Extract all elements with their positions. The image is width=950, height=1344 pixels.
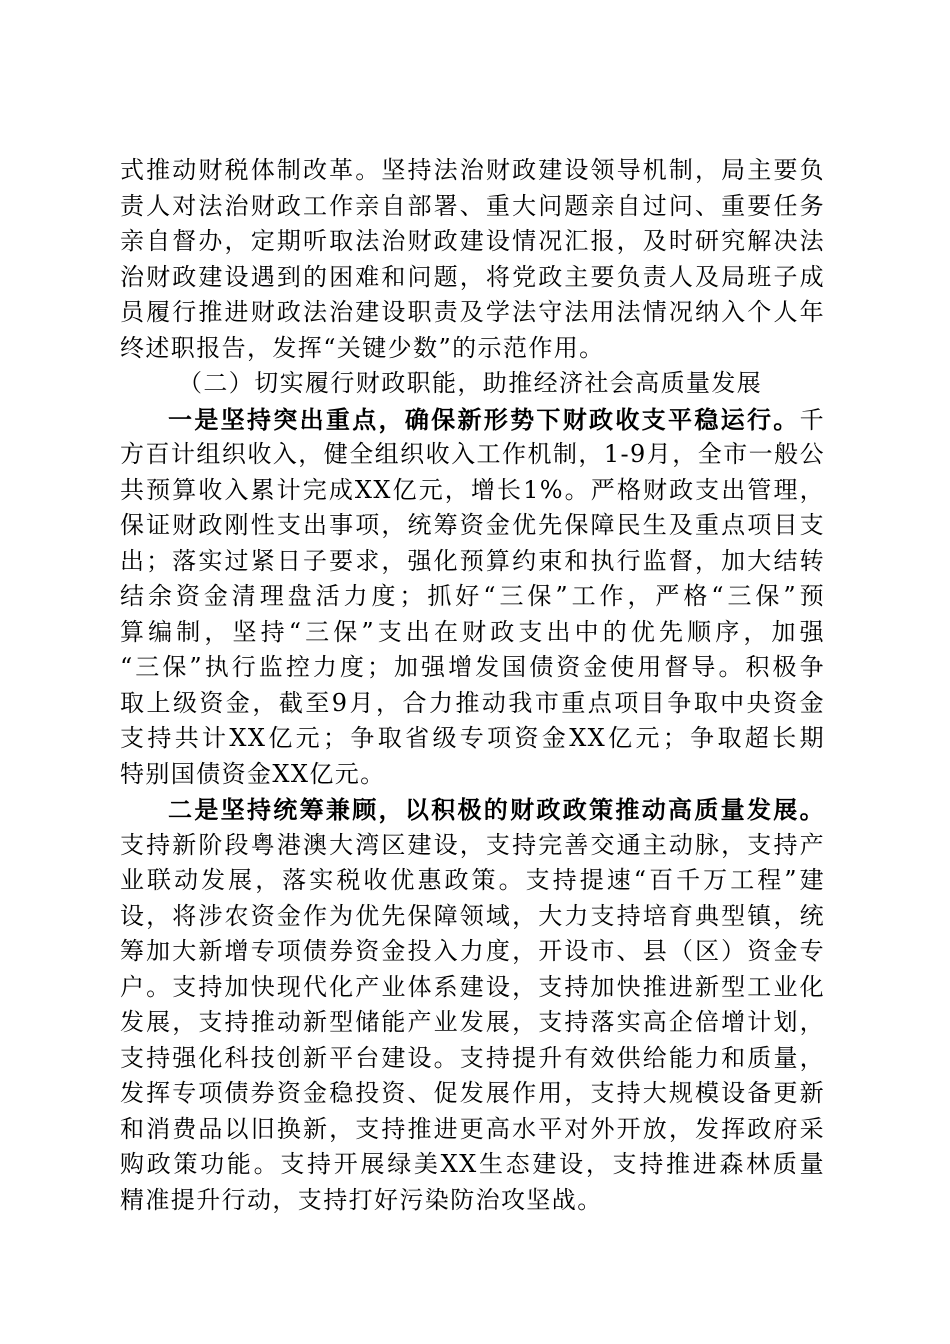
- text-line: 员履行推进财政法治建设职责及学法守法用法情况纳入个人年: [120, 298, 825, 326]
- text-line: 亲自督办，定期听取法治财政建设情况汇报，及时研究解决法: [120, 227, 825, 255]
- text-line: 方百计组织收入，健全组织收入工作机制，1-9月，全市一般公: [120, 440, 825, 468]
- section-heading: （二）切实履行财政职能，助推经济社会高质量发展: [178, 369, 763, 397]
- paragraph-lead-line: [120, 402, 825, 438]
- text-line: 取上级资金，截至9月，合力推动我市重点项目争取中央资金: [120, 688, 825, 717]
- text-line: 精准提升行动，支持打好污染防治攻坚战。: [120, 1185, 603, 1214]
- text-line: 筹加大新增专项债券资金投入力度，开设市、县（区）资金专: [120, 937, 825, 965]
- text-line: 发展，支持推动新型储能产业发展，支持落实高企倍增计划，: [120, 1008, 825, 1036]
- text-line: 保证财政刚性支出事项，统筹资金优先保障民生及重点项目支: [120, 511, 825, 539]
- text-line: 终述职报告，发挥“关键少数”的示范作用。: [120, 333, 605, 362]
- document-page: [120, 153, 825, 1218]
- text-line: 治财政建设遇到的困难和问题，将党政主要负责人及局班子成: [120, 262, 825, 291]
- text-line: 结余资金清理盘活力度；抓好“三保”工作，严格“三保”预: [120, 582, 825, 610]
- text-line: 业联动发展，落实税收优惠政策。支持提速“百千万工程”建: [120, 866, 825, 894]
- lead-tail: 千: [799, 405, 825, 434]
- text-line: 户。支持加快现代化产业体系建设，支持加快推进新型工业化: [120, 972, 825, 1001]
- text-line: 算编制，坚持“三保”支出在财政支出中的优先顺序，加强: [120, 617, 825, 646]
- text-line: 购政策功能。支持开展绿美XX生态建设，支持推进森林质量: [120, 1150, 825, 1178]
- text-line: 责人对法治财政工作亲自部署、重大问题亲自过问、重要任务: [120, 191, 825, 220]
- bold-lead: 二是坚持统筹兼顾，以积极的财政政策推动高质量发展。: [168, 795, 825, 824]
- text-line: 共预算收入累计完成XX亿元，增长1%。严格财政支出管理，: [120, 475, 825, 504]
- text-line: 支持新阶段粤港澳大湾区建设，支持完善交通主动脉，支持产: [120, 830, 825, 859]
- text-line: 支持共计XX亿元；争取省级专项资金XX亿元；争取超长期: [120, 724, 825, 752]
- paragraph-2: [120, 402, 825, 793]
- text-line: 特别国债资金XX亿元。: [120, 759, 386, 788]
- text-line: 支持强化科技创新平台建设。支持提升有效供给能力和质量，: [120, 1043, 825, 1072]
- paragraph-3: [120, 792, 825, 1218]
- paragraph-lead-line: [120, 792, 825, 828]
- text-line: 和消费品以旧换新，支持推进更高水平对外开放，发挥政府采: [120, 1114, 825, 1143]
- bold-lead: 一是坚持突出重点，确保新形势下财政收支平稳运行。: [168, 404, 800, 434]
- paragraph-1: [120, 153, 825, 366]
- text-line: 出；落实过紧日子要求，强化预算约束和执行监督，加大结转: [120, 546, 825, 575]
- text-line: 式推动财税体制改革。坚持法治财政建设领导机制，局主要负: [120, 156, 825, 184]
- text-line: 发挥专项债券资金稳投资、促发展作用，支持大规模设备更新: [120, 1079, 825, 1107]
- text-line: “三保”执行监控力度；加强增发国债资金使用督导。积极争: [120, 653, 825, 681]
- text-line: 设，将涉农资金作为优先保障领域，大力支持培育典型镇，统: [120, 901, 825, 930]
